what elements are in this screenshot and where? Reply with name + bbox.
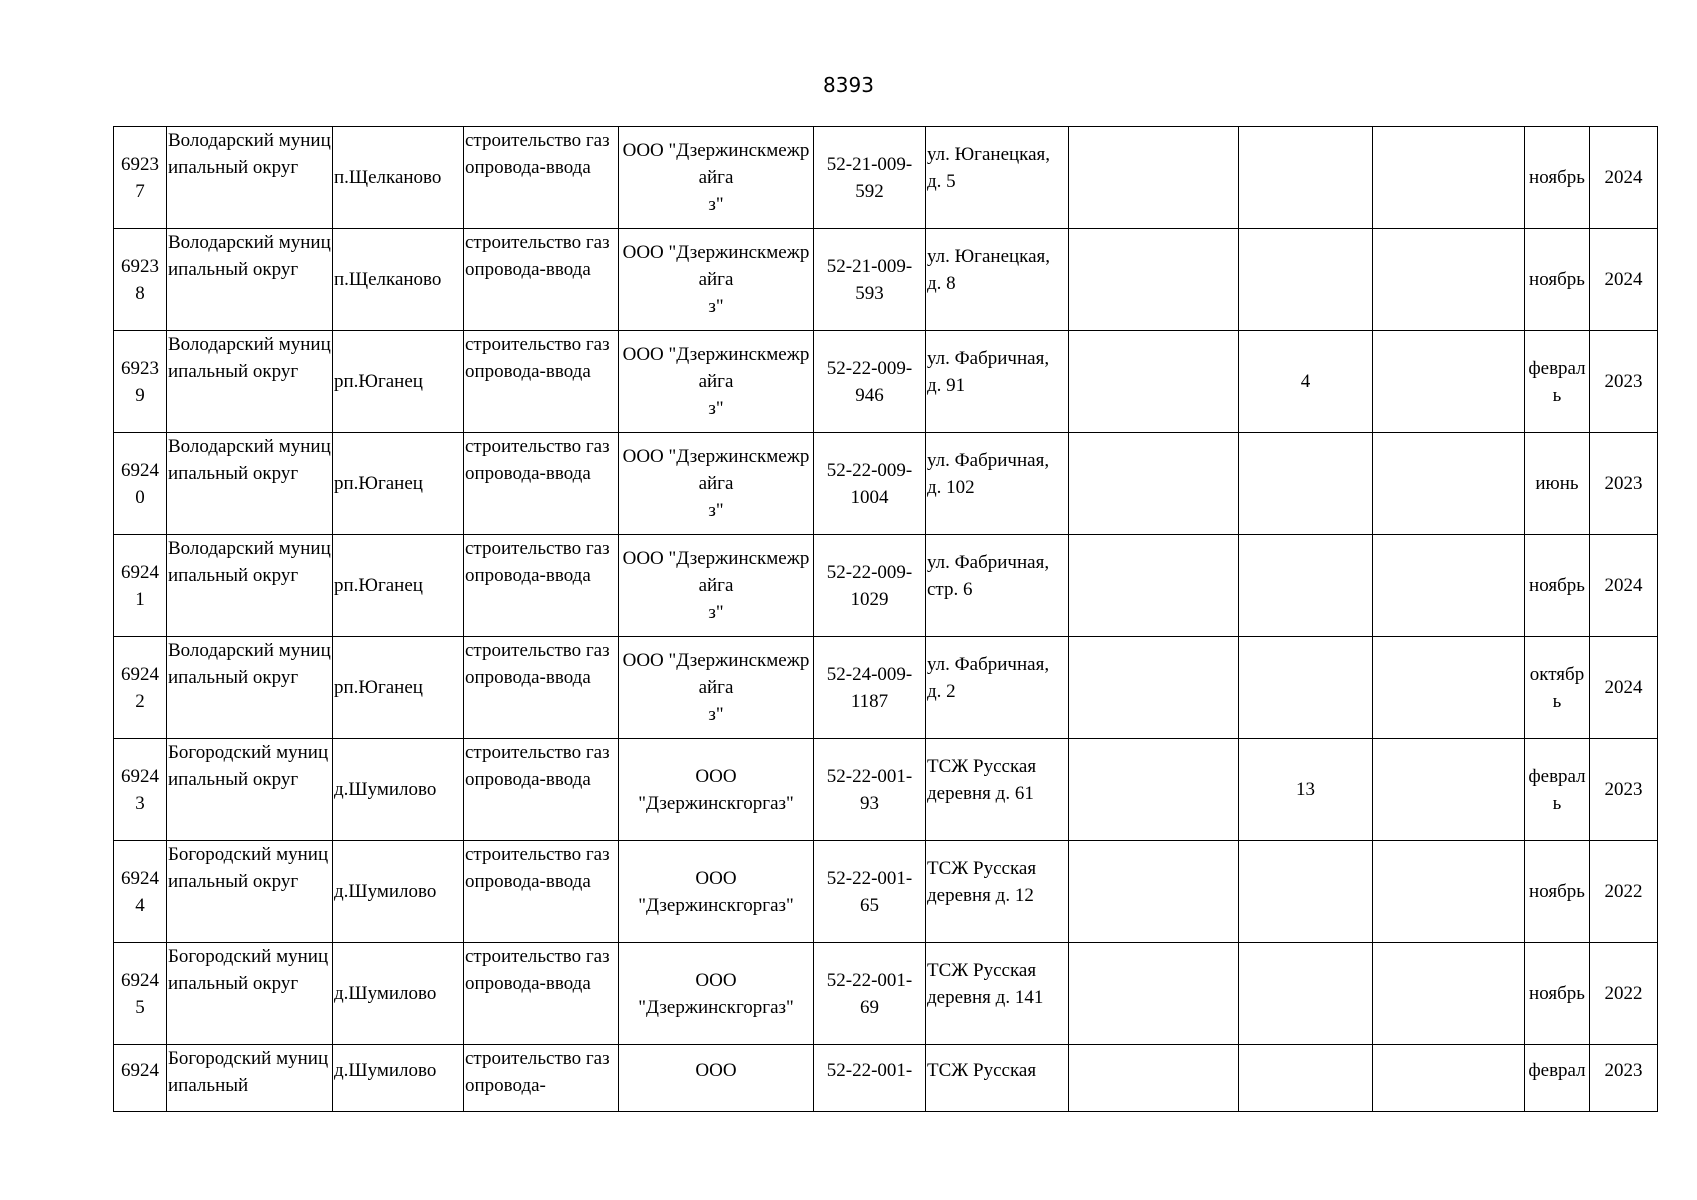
- cell-year: 2023: [1590, 1045, 1658, 1112]
- cell-address: [926, 1045, 1069, 1112]
- cell-settlement: п.Щелканово: [333, 229, 464, 331]
- cell-organization: ООО "Дзержинскгоргаз": [619, 841, 814, 943]
- cell-organization: ООО "Дзержинскмежрайга з": [619, 637, 814, 739]
- table-row: [114, 535, 1658, 637]
- table-row: [114, 229, 1658, 331]
- cell-address: [926, 229, 1069, 331]
- cell-col8: [1069, 637, 1239, 739]
- cell-organization: ООО "Дзержинскмежрайга з": [619, 535, 814, 637]
- cell-work-type: строительство газопровода-ввода: [464, 637, 619, 739]
- cell-col9: [1239, 433, 1373, 535]
- cell-object-code: 52-24-009- 1187: [814, 637, 926, 739]
- cell-district: Володарский муниципальный округ: [167, 229, 333, 331]
- cell-number: 6924 3: [114, 739, 167, 841]
- page-number: 8393: [823, 73, 874, 97]
- cell-settlement: д.Шумилово: [333, 841, 464, 943]
- cell-work-type: строительство газопровода-ввода: [464, 535, 619, 637]
- cell-col10: [1373, 1045, 1525, 1112]
- cell-address: [926, 127, 1069, 229]
- cell-month: ноябрь: [1525, 127, 1590, 229]
- cell-work-type: строительство газопровода-ввода: [464, 943, 619, 1045]
- cell-object-code: 52-22-009- 1004: [814, 433, 926, 535]
- cell-district: Богородский муниципальный округ: [167, 841, 333, 943]
- cell-col9: [1239, 943, 1373, 1045]
- address-text: ул. Юганецкая, д. 5: [927, 144, 1051, 192]
- table-row: [114, 943, 1658, 1045]
- cell-year: 2022: [1590, 943, 1658, 1045]
- address-text: ул. Фабричная, стр. 6: [927, 552, 1050, 600]
- cell-address: [926, 637, 1069, 739]
- cell-number: 6924 2: [114, 637, 167, 739]
- cell-col9: [1239, 127, 1373, 229]
- cell-month: ноябрь: [1525, 841, 1590, 943]
- cell-col9: [1239, 1045, 1373, 1112]
- cell-col10: [1373, 535, 1525, 637]
- cell-work-type: строительство газопровода-ввода: [464, 331, 619, 433]
- cell-settlement: п.Щелканово: [333, 127, 464, 229]
- address-text: ул. Фабричная, д. 2: [927, 654, 1050, 702]
- cell-col10: [1373, 637, 1525, 739]
- cell-month: феврал ь: [1525, 331, 1590, 433]
- address-text: ТСЖ Русская деревня д. 61: [927, 756, 1037, 804]
- address-text: ТСЖ Русская деревня д. 141: [927, 960, 1044, 1008]
- cell-object-code: 52-21-009- 592: [814, 127, 926, 229]
- cell-col9: [1239, 841, 1373, 943]
- cell-year: 2024: [1590, 535, 1658, 637]
- table-row: [114, 841, 1658, 943]
- cell-month: феврал: [1525, 1045, 1590, 1112]
- cell-col9: 13: [1239, 739, 1373, 841]
- cell-address: [926, 331, 1069, 433]
- cell-col10: [1373, 739, 1525, 841]
- cell-month: ноябрь: [1525, 943, 1590, 1045]
- cell-district: Богородский муниципальный: [167, 1045, 333, 1112]
- cell-work-type: строительство газопровода-ввода: [464, 433, 619, 535]
- cell-col8: [1069, 739, 1239, 841]
- cell-work-type: строительство газопровода-ввода: [464, 841, 619, 943]
- cell-col8: [1069, 841, 1239, 943]
- cell-number: 6923 8: [114, 229, 167, 331]
- cell-settlement: рп.Юганец: [333, 433, 464, 535]
- table-row: [114, 1045, 1658, 1112]
- cell-year: 2023: [1590, 739, 1658, 841]
- cell-month: феврал ь: [1525, 739, 1590, 841]
- cell-district: Богородский муниципальный округ: [167, 943, 333, 1045]
- cell-organization: ООО: [619, 1045, 814, 1112]
- cell-settlement: рп.Юганец: [333, 637, 464, 739]
- address-text: ул. Юганецкая, д. 8: [927, 246, 1051, 294]
- cell-organization: ООО "Дзержинскмежрайга з": [619, 331, 814, 433]
- address-text: ул. Фабричная, д. 91: [927, 348, 1050, 396]
- cell-month: октябр ь: [1525, 637, 1590, 739]
- cell-work-type: строительство газопровода-ввода: [464, 127, 619, 229]
- cell-address: [926, 535, 1069, 637]
- registry-table: [113, 126, 1658, 1112]
- cell-year: 2023: [1590, 433, 1658, 535]
- cell-number: 6923 7: [114, 127, 167, 229]
- cell-address: [926, 943, 1069, 1045]
- cell-col9: [1239, 637, 1373, 739]
- cell-organization: ООО "Дзержинскмежрайга з": [619, 229, 814, 331]
- table-row: [114, 433, 1658, 535]
- cell-month: июнь: [1525, 433, 1590, 535]
- cell-col8: [1069, 229, 1239, 331]
- cell-object-code: 52-22-001- 65: [814, 841, 926, 943]
- table-row: [114, 637, 1658, 739]
- cell-object-code: 52-22-009- 1029: [814, 535, 926, 637]
- cell-year: 2024: [1590, 229, 1658, 331]
- cell-object-code: 52-22-009- 946: [814, 331, 926, 433]
- table-row: [114, 739, 1658, 841]
- cell-number: 6924 1: [114, 535, 167, 637]
- address-text: ул. Фабричная, д. 102: [927, 450, 1050, 498]
- registry-table-body: [114, 127, 1658, 1112]
- cell-col8: [1069, 331, 1239, 433]
- cell-col8: [1069, 943, 1239, 1045]
- cell-district: Володарский муниципальный округ: [167, 433, 333, 535]
- cell-object-code: 52-22-001- 93: [814, 739, 926, 841]
- cell-organization: ООО "Дзержинскгоргаз": [619, 943, 814, 1045]
- cell-settlement: д.Шумилово: [333, 739, 464, 841]
- cell-address: [926, 433, 1069, 535]
- cell-year: 2022: [1590, 841, 1658, 943]
- cell-year: 2023: [1590, 331, 1658, 433]
- cell-object-code: 52-21-009- 593: [814, 229, 926, 331]
- cell-number: 6924: [114, 1045, 167, 1112]
- cell-settlement: д.Шумилово: [333, 1045, 464, 1112]
- cell-col10: [1373, 127, 1525, 229]
- cell-col8: [1069, 433, 1239, 535]
- cell-organization: ООО "Дзержинскгоргаз": [619, 739, 814, 841]
- cell-number: 6923 9: [114, 331, 167, 433]
- cell-settlement: д.Шумилово: [333, 943, 464, 1045]
- cell-district: Богородский муниципальный округ: [167, 739, 333, 841]
- cell-organization: ООО "Дзержинскмежрайга з": [619, 433, 814, 535]
- cell-col8: [1069, 1045, 1239, 1112]
- cell-col10: [1373, 229, 1525, 331]
- cell-address: [926, 739, 1069, 841]
- cell-work-type: строительство газопровода-ввода: [464, 739, 619, 841]
- cell-year: 2024: [1590, 637, 1658, 739]
- cell-district: Володарский муниципальный округ: [167, 127, 333, 229]
- cell-col10: [1373, 433, 1525, 535]
- cell-district: Володарский муниципальный округ: [167, 331, 333, 433]
- address-text: ТСЖ Русская деревня д. 12: [927, 858, 1037, 906]
- cell-month: ноябрь: [1525, 229, 1590, 331]
- cell-address: [926, 841, 1069, 943]
- cell-work-type: строительство газопровода-: [464, 1045, 619, 1112]
- cell-col10: [1373, 943, 1525, 1045]
- cell-col8: [1069, 127, 1239, 229]
- cell-district: Володарский муниципальный округ: [167, 535, 333, 637]
- cell-settlement: рп.Юганец: [333, 331, 464, 433]
- cell-col10: [1373, 331, 1525, 433]
- cell-object-code: 52-22-001-: [814, 1045, 926, 1112]
- cell-number: 6924 5: [114, 943, 167, 1045]
- cell-district: Володарский муниципальный округ: [167, 637, 333, 739]
- cell-object-code: 52-22-001- 69: [814, 943, 926, 1045]
- cell-number: 6924 0: [114, 433, 167, 535]
- cell-col10: [1373, 841, 1525, 943]
- cell-month: ноябрь: [1525, 535, 1590, 637]
- cell-year: 2024: [1590, 127, 1658, 229]
- cell-organization: ООО "Дзержинскмежрайга з": [619, 127, 814, 229]
- cell-settlement: рп.Юганец: [333, 535, 464, 637]
- address-text: ТСЖ Русская: [927, 1060, 1037, 1081]
- table-row: [114, 331, 1658, 433]
- cell-work-type: строительство газопровода-ввода: [464, 229, 619, 331]
- table-row: [114, 127, 1658, 229]
- cell-col9: [1239, 535, 1373, 637]
- cell-col9: [1239, 229, 1373, 331]
- cell-col9: 4: [1239, 331, 1373, 433]
- cell-col8: [1069, 535, 1239, 637]
- cell-number: 6924 4: [114, 841, 167, 943]
